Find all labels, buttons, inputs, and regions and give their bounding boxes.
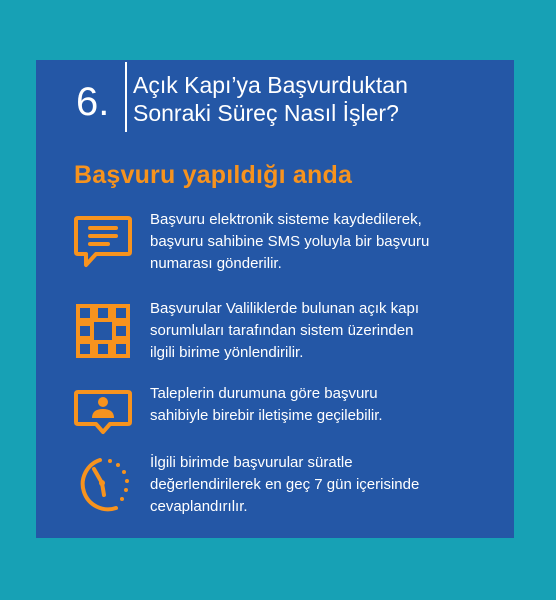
info-card [36, 60, 514, 538]
header [76, 60, 496, 140]
chat-icon [72, 210, 134, 272]
list-item [72, 210, 502, 280]
timer-icon [72, 453, 134, 515]
step-number: 6. [76, 80, 110, 124]
user-contact-icon [72, 386, 134, 448]
item-text: Taleplerin durumuna göre başvuru sahibiyle birebir iletişime geçilebilir. [150, 385, 383, 424]
section-title: Başvuru yapıldığı anda [74, 161, 353, 189]
list-item [72, 300, 502, 370]
flowchart-icon [72, 300, 134, 362]
page-title: Açık Kapı’ya Başvurduktan Sonraki Süreç Nasıl İşler? [133, 72, 408, 126]
item-text: Başvurular Valiliklerde bulunan açık kapı sorumluları tarafından sistem üzerinden ilgili birime yönlendirilir. [150, 300, 420, 361]
list-item [72, 453, 502, 523]
header-divider [125, 62, 127, 132]
item-text: Başvuru elektronik sisteme kaydedilerek, başvuru sahibine SMS yoluyla bir başvuru numarası gönderilir. [150, 211, 430, 272]
item-text: İlgili birimde başvurular süratle değerlendirilerek en geç 7 gün içerisinde cevaplandırılır. [150, 454, 420, 515]
list-item [72, 386, 502, 440]
